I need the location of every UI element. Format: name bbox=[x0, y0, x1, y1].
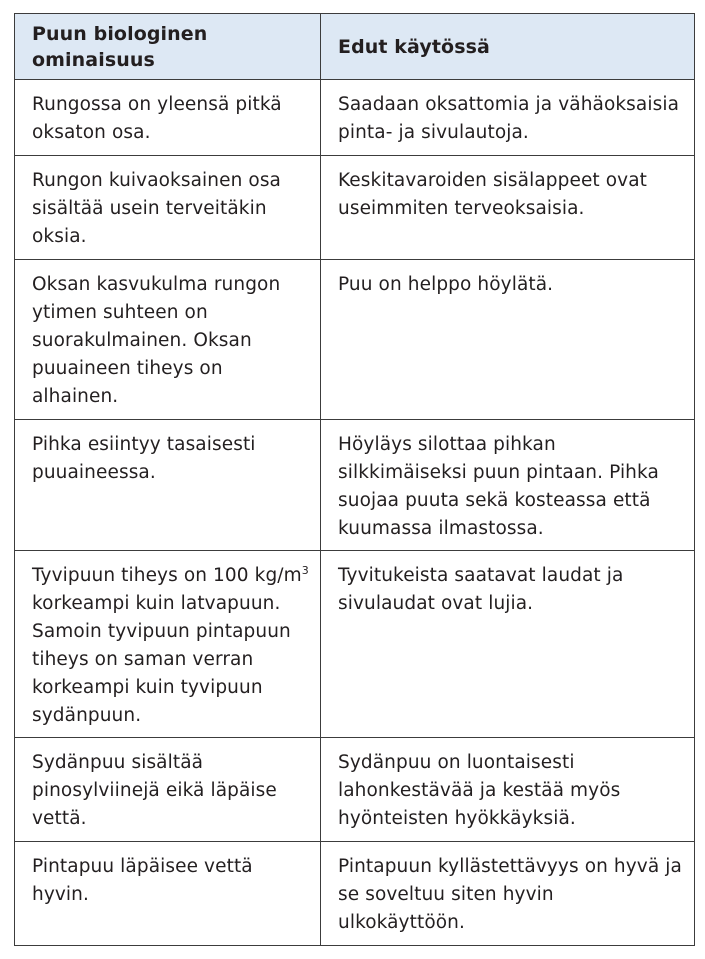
header-property: Puun biologinen ominaisuus bbox=[15, 14, 321, 80]
table-body bbox=[15, 80, 695, 946]
property-cell: Oksan kasvukulma rungon ytimen suhteen on suorakulmainen. Oksan puuaineen tiheys on alhainen. bbox=[15, 260, 321, 420]
property-cell: Pintapuu läpäisee vettä hyvin. bbox=[15, 842, 321, 946]
benefit-cell: Tyvitukeista saatavat laudat ja sivulaudat ovat lujia. bbox=[321, 551, 695, 738]
header-benefit: Edut käytössä bbox=[321, 14, 695, 80]
benefit-cell: Saadaan oksattomia ja vähäoksaisia pinta- ja sivulautoja. bbox=[321, 80, 695, 156]
table-row bbox=[15, 420, 695, 551]
property-text-start: Tyvipuun tiheys on 100 kg/m bbox=[32, 565, 302, 586]
benefit-cell: Keskitavaroiden sisälappeet ovat useimmiten terveoksaisia. bbox=[321, 156, 695, 260]
header-row bbox=[15, 14, 695, 80]
table-row bbox=[15, 551, 695, 738]
benefit-cell: Sydänpuu on luontaisesti lahonkestävää ja kestää myös hyönteisten hyökkäyksiä. bbox=[321, 738, 695, 842]
property-cell: Sydänpuu sisältää pinosylviinejä eikä läpäise vettä. bbox=[15, 738, 321, 842]
table-row bbox=[15, 80, 695, 156]
property-cell: Rungon kuivaoksainen osa sisältää usein terveitäkin oksia. bbox=[15, 156, 321, 260]
property-cell bbox=[15, 551, 321, 738]
table-header bbox=[15, 14, 695, 80]
benefit-cell: Puu on helppo höylätä. bbox=[321, 260, 695, 420]
benefit-cell: Höyläys silottaa pihkan silkkimäiseksi puun pintaan. Pihka suojaa puuta sekä kosteassa että kuumassa ilmastossa. bbox=[321, 420, 695, 551]
table-row bbox=[15, 842, 695, 946]
property-cell: Pihka esiintyy tasaisesti puuaineessa. bbox=[15, 420, 321, 551]
property-cell: Rungossa on yleensä pitkä oksaton osa. bbox=[15, 80, 321, 156]
table-row bbox=[15, 156, 695, 260]
superscript-exponent: 3 bbox=[301, 563, 309, 577]
property-text-end: korkeampi kuin latvapuun. Samoin tyvipuun pintapuun tiheys on saman verran korkeampi kuin tyvipuun sydänpuun. bbox=[32, 593, 291, 726]
table-row bbox=[15, 260, 695, 420]
table-row bbox=[15, 738, 695, 842]
wood-properties-table bbox=[14, 13, 695, 946]
benefit-cell: Pintapuun kyllästettävyys on hyvä ja se soveltuu siten hyvin ulkokäyttöön. bbox=[321, 842, 695, 946]
